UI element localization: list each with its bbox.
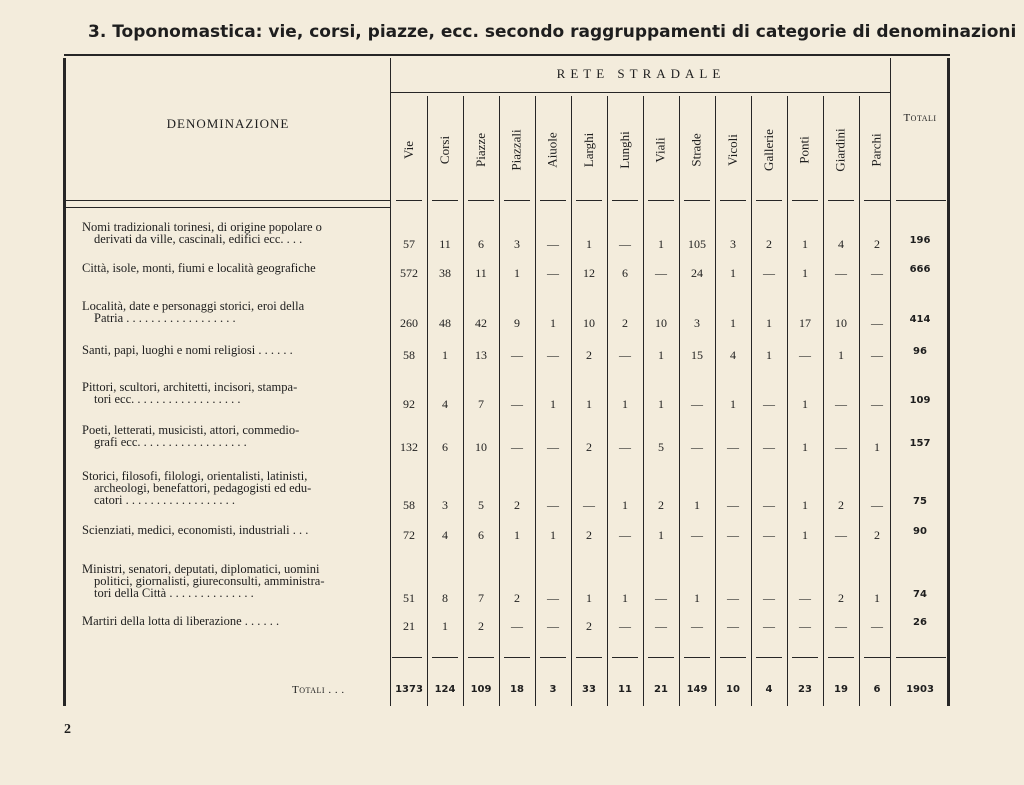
table-cell: 24 — [691, 266, 703, 280]
table-cell: 2 — [838, 591, 844, 605]
row-label — [82, 524, 378, 536]
table-cell: 21 — [403, 619, 415, 633]
table-cell: 58 — [403, 498, 415, 512]
table-cell: 6 — [478, 528, 484, 542]
table-cell: 1 — [442, 348, 448, 362]
table-cell: — — [691, 528, 703, 542]
table-cell: — — [583, 498, 595, 512]
column-header-label: Strade — [689, 133, 704, 167]
table-cell: 1 — [730, 397, 736, 411]
column-footer-rule — [756, 657, 782, 658]
table-cell: 572 — [400, 266, 418, 280]
table-cell: 9 — [514, 316, 520, 330]
row-total: 26 — [913, 617, 927, 628]
header-denominazione: DENOMINAZIONE — [166, 116, 290, 131]
row-label-line: Pittori, scultori, architetti, incisori, stampa- — [82, 380, 298, 394]
column-header-rule — [792, 200, 818, 201]
table-cell: 4 — [838, 237, 844, 251]
column-header-label: Ponti — [797, 136, 812, 164]
table-cell: 1 — [802, 528, 808, 542]
column-header-label: Viali — [653, 137, 668, 163]
header-totali: Totali — [903, 112, 937, 124]
table-cell: 1 — [658, 237, 664, 251]
table-cell: 2 — [658, 498, 664, 512]
table-cell: 1 — [658, 348, 664, 362]
column-header-rule — [648, 200, 674, 201]
table-cell: — — [511, 397, 523, 411]
column-footer-rule — [720, 657, 746, 658]
table-cell: — — [619, 348, 631, 362]
table-cell: 5 — [478, 498, 484, 512]
table-cell: — — [763, 591, 775, 605]
table-cell: — — [871, 397, 883, 411]
row-label-line: Località, date e personaggi storici, eroi della — [82, 299, 305, 313]
table-cell: 1 — [550, 528, 556, 542]
table-cell: 3 — [514, 237, 520, 251]
footer-total-cell: 10 — [726, 684, 740, 695]
table-cell: 2 — [514, 498, 520, 512]
column-header-rule — [576, 200, 602, 201]
table-cell: 2 — [478, 619, 484, 633]
table-cell: 2 — [838, 498, 844, 512]
row-label-line: Storici, filosofi, filologi, orientalisti, latinisti, — [82, 469, 308, 483]
row-total: 414 — [909, 314, 931, 325]
row-label-line: Ministri, senatori, deputati, diplomatici, uomini — [82, 562, 320, 576]
table-cell: 6 — [622, 266, 628, 280]
column-header — [644, 100, 678, 200]
table-cell: 48 — [439, 316, 451, 330]
table-cell: 1 — [658, 397, 664, 411]
table-cell: 3 — [442, 498, 448, 512]
table-cell: 2 — [874, 237, 880, 251]
row-total: 90 — [913, 526, 927, 537]
footer-total-cell: 3 — [549, 684, 557, 695]
table-cell: 8 — [442, 591, 448, 605]
column-footer-rule — [504, 657, 530, 658]
table-cell: 13 — [475, 348, 487, 362]
column-header — [608, 100, 642, 200]
column-footer-rule — [864, 657, 890, 658]
column-header-rule — [756, 200, 782, 201]
table-cell: — — [619, 528, 631, 542]
row-label-line: catori . . . . . . . . . . . . . . . . . . — [94, 493, 235, 507]
table-cell: 1 — [802, 266, 808, 280]
table-cell: 11 — [439, 237, 451, 251]
footer-total-cell: 4 — [765, 684, 773, 695]
table-cell: 1 — [766, 348, 772, 362]
table-cell: — — [871, 316, 883, 330]
table-cell: 1 — [802, 440, 808, 454]
table-top-border — [64, 54, 950, 56]
table-cell: — — [655, 619, 667, 633]
row-label — [82, 381, 378, 405]
table-cell: 2 — [586, 528, 592, 542]
row-label-line: Martiri della lotta di liberazione . . . . . . — [82, 614, 280, 628]
column-footer-rule — [612, 657, 638, 658]
column-header-rule — [504, 200, 530, 201]
column-header-label: Vie — [401, 141, 416, 159]
row-total: 74 — [913, 589, 927, 600]
table-cell: 6 — [478, 237, 484, 251]
table-cell: 17 — [799, 316, 811, 330]
table-cell: — — [799, 591, 811, 605]
table-cell: — — [763, 266, 775, 280]
column-footer-rule — [828, 657, 854, 658]
column-header-rule — [432, 200, 458, 201]
footer-total-cell: 124 — [434, 684, 456, 695]
column-header-label: Piazzali — [509, 129, 524, 171]
table-cell: 51 — [403, 591, 415, 605]
table-right-border — [947, 58, 950, 706]
table-cell: — — [871, 348, 883, 362]
footer-total-cell: 1373 — [395, 684, 423, 695]
table-cell: — — [799, 619, 811, 633]
header-bottom-rule — [66, 200, 390, 201]
table-cell: 1 — [586, 591, 592, 605]
footer-total-cell: 18 — [510, 684, 524, 695]
column-footer-rule — [792, 657, 818, 658]
table-cell: 1 — [694, 591, 700, 605]
table-cell: 1 — [766, 316, 772, 330]
table-cell: — — [691, 440, 703, 454]
row-total: 666 — [909, 264, 931, 275]
table-cell: 4 — [442, 397, 448, 411]
row-label-line: Poeti, letterati, musicisti, attori, commedio- — [82, 423, 300, 437]
row-label — [82, 344, 378, 356]
table-cell: — — [835, 619, 847, 633]
column-header-label: Lunghi — [617, 131, 632, 169]
table-cell: — — [799, 348, 811, 362]
table-cell: 10 — [583, 316, 595, 330]
column-header-label: Corsi — [436, 135, 452, 165]
footer-total-cell: 33 — [582, 684, 596, 695]
row-label — [82, 424, 378, 448]
row-label — [82, 221, 378, 245]
table-cell: — — [727, 619, 739, 633]
row-label-line: derivati da ville, cascinali, edifici ecc. . . . — [94, 232, 303, 246]
column-header — [680, 100, 714, 200]
table-cell: — — [691, 619, 703, 633]
column-header-label: Larghi — [581, 132, 597, 168]
table-cell: 92 — [403, 397, 415, 411]
row-label-line: Città, isole, monti, fiumi e località geografiche — [82, 261, 316, 275]
row-label-line: Santi, papi, luoghi e nomi religiosi . . . . . . — [82, 343, 293, 357]
column-footer-rule — [432, 657, 458, 658]
table-cell: 1 — [550, 397, 556, 411]
table-cell: 2 — [874, 528, 880, 542]
row-label — [82, 262, 378, 274]
table-cell: — — [547, 498, 559, 512]
table-cell: 15 — [691, 348, 703, 362]
row-label — [82, 470, 378, 506]
column-header — [860, 100, 894, 200]
column-footer-rule — [576, 657, 602, 658]
column-header — [500, 100, 534, 200]
table-cell: 1 — [622, 498, 628, 512]
table-cell: — — [547, 619, 559, 633]
table-cell: 1 — [874, 591, 880, 605]
column-header — [716, 100, 750, 200]
table-cell: — — [547, 348, 559, 362]
footer-total-cell: 23 — [798, 684, 812, 695]
table-cell: — — [619, 237, 631, 251]
table-cell: 2 — [514, 591, 520, 605]
table-cell: 42 — [475, 316, 487, 330]
column-header-rule — [612, 200, 638, 201]
table-cell: — — [511, 440, 523, 454]
label-column-divider — [390, 58, 391, 706]
table-cell: — — [727, 591, 739, 605]
table-cell: — — [619, 440, 631, 454]
table-cell: — — [619, 619, 631, 633]
column-header-label: Parchi — [869, 133, 884, 167]
column-header-label: Aiuole — [545, 132, 561, 168]
table-cell: 57 — [403, 237, 415, 251]
table-cell: — — [763, 528, 775, 542]
table-cell: 1 — [730, 266, 736, 280]
column-footer-rule — [396, 657, 422, 658]
row-label-line: Scienziati, medici, economisti, industriali . . . — [82, 523, 309, 537]
table-cell: 2 — [586, 348, 592, 362]
table-cell: 10 — [475, 440, 487, 454]
footer-total-cell: 21 — [654, 684, 668, 695]
column-header — [788, 100, 822, 200]
table-cell: 10 — [835, 316, 847, 330]
footer-total-cell: 19 — [834, 684, 848, 695]
body-top-rule — [66, 207, 390, 208]
table-cell: 3 — [730, 237, 736, 251]
table-cell: 4 — [730, 348, 736, 362]
row-label-line: archeologi, benefattori, pedagogisti ed edu- — [94, 481, 312, 495]
table-cell: — — [835, 440, 847, 454]
footer-total-cell: 109 — [470, 684, 492, 695]
table-cell: 1 — [550, 316, 556, 330]
column-footer-rule — [648, 657, 674, 658]
table-cell: 1 — [694, 498, 700, 512]
table-cell: 4 — [442, 528, 448, 542]
footer-total-cell: 149 — [686, 684, 708, 695]
table-cell: 2 — [586, 440, 592, 454]
column-header — [392, 100, 426, 200]
table-cell: — — [763, 498, 775, 512]
table-cell: 1 — [802, 237, 808, 251]
table-cell: — — [727, 498, 739, 512]
row-label-line: tori ecc. . . . . . . . . . . . . . . . . . — [94, 392, 241, 406]
table-cell: — — [655, 591, 667, 605]
column-header-rule — [540, 200, 566, 201]
table-cell: 12 — [583, 266, 595, 280]
table-cell: — — [835, 397, 847, 411]
table-cell: 58 — [403, 348, 415, 362]
column-header-rule — [684, 200, 710, 201]
table-cell: 1 — [874, 440, 880, 454]
table-cell: 2 — [622, 316, 628, 330]
row-label-line: Patria . . . . . . . . . . . . . . . . . . — [94, 311, 236, 325]
footer-totali-label: Totali . . . — [292, 684, 345, 696]
footer-total-cell: 6 — [873, 684, 881, 695]
table-cell: 2 — [586, 619, 592, 633]
table-cell: — — [835, 528, 847, 542]
row-label-line: Nomi tradizionali torinesi, di origine popolare o — [82, 220, 322, 234]
table-cell: — — [763, 619, 775, 633]
table-cell: 1 — [514, 528, 520, 542]
table-cell: 1 — [730, 316, 736, 330]
table-cell: 132 — [400, 440, 418, 454]
rete-stradale-underline — [390, 92, 890, 93]
column-header — [824, 100, 858, 200]
table-cell: 1 — [586, 237, 592, 251]
column-footer-rule — [540, 657, 566, 658]
table-cell: — — [511, 619, 523, 633]
column-header-rule — [468, 200, 494, 201]
column-header-rule — [720, 200, 746, 201]
column-header-label: Gallerie — [761, 129, 776, 171]
table-cell: 3 — [694, 316, 700, 330]
table-cell: 72 — [403, 528, 415, 542]
table-cell: — — [871, 619, 883, 633]
totali-footer-rule — [896, 657, 946, 658]
row-total: 157 — [909, 438, 931, 449]
row-total: 75 — [913, 496, 927, 507]
table-cell: 11 — [475, 266, 487, 280]
table-cell: 1 — [586, 397, 592, 411]
table-cell: 7 — [478, 397, 484, 411]
table-cell: 5 — [658, 440, 664, 454]
table-cell: 1 — [622, 397, 628, 411]
column-header — [428, 100, 462, 200]
footer-rule — [392, 657, 396, 658]
table-cell: 1 — [802, 397, 808, 411]
column-footer-rule — [468, 657, 494, 658]
header-rete-stradale: RETE STRADALE — [556, 66, 726, 81]
table-cell: 1 — [838, 348, 844, 362]
table-cell: 1 — [622, 591, 628, 605]
row-label — [82, 615, 378, 627]
table-cell: — — [727, 440, 739, 454]
footer-total-cell: 11 — [618, 684, 632, 695]
table-cell: — — [655, 266, 667, 280]
row-total: 196 — [909, 235, 931, 246]
table-cell: 1 — [514, 266, 520, 280]
table-cell: 10 — [655, 316, 667, 330]
row-label — [82, 300, 378, 324]
column-header-label: Piazze — [472, 133, 488, 167]
table-cell: — — [763, 440, 775, 454]
column-footer-rule — [684, 657, 710, 658]
column-header — [536, 100, 570, 200]
table-cell: 105 — [688, 237, 706, 251]
table-cell: — — [547, 266, 559, 280]
row-label — [82, 563, 378, 599]
table-cell: — — [511, 348, 523, 362]
table-cell: 38 — [439, 266, 451, 280]
page-number: 2 — [64, 722, 71, 737]
column-header — [464, 100, 498, 200]
table-cell: — — [547, 237, 559, 251]
table-left-border — [63, 58, 66, 706]
table-cell: 1 — [442, 619, 448, 633]
table-cell: — — [691, 397, 703, 411]
table-cell: 1 — [658, 528, 664, 542]
row-label-line: tori della Città . . . . . . . . . . . . . . — [94, 586, 254, 600]
column-header — [572, 100, 606, 200]
table-cell: 6 — [442, 440, 448, 454]
totali-header-rule — [896, 200, 946, 201]
grand-total: 1903 — [906, 684, 934, 695]
row-total: 109 — [909, 395, 931, 406]
table-cell: — — [727, 528, 739, 542]
table-cell: — — [763, 397, 775, 411]
column-header-rule — [396, 200, 422, 201]
table-title: 3. Toponomastica: vie, corsi, piazze, ecc. secondo raggruppamenti di categorie di denominazioni — [88, 22, 1017, 42]
column-header — [752, 100, 786, 200]
column-header-rule — [864, 200, 890, 201]
column-header-label: Vicoli — [725, 134, 740, 166]
table-cell: 1 — [802, 498, 808, 512]
table-cell: — — [871, 498, 883, 512]
column-header-label: Giardini — [833, 128, 849, 172]
table-cell: — — [547, 440, 559, 454]
table-cell: 2 — [766, 237, 772, 251]
row-label-line: grafi ecc. . . . . . . . . . . . . . . . . . — [94, 435, 247, 449]
table-cell: 260 — [400, 316, 418, 330]
table-cell: — — [871, 266, 883, 280]
table-cell: 7 — [478, 591, 484, 605]
column-header-rule — [828, 200, 854, 201]
table-cell: — — [835, 266, 847, 280]
row-total: 96 — [913, 346, 927, 357]
row-label-line: politici, giornalisti, giureconsulti, amministra- — [94, 574, 325, 588]
table-cell: — — [547, 591, 559, 605]
